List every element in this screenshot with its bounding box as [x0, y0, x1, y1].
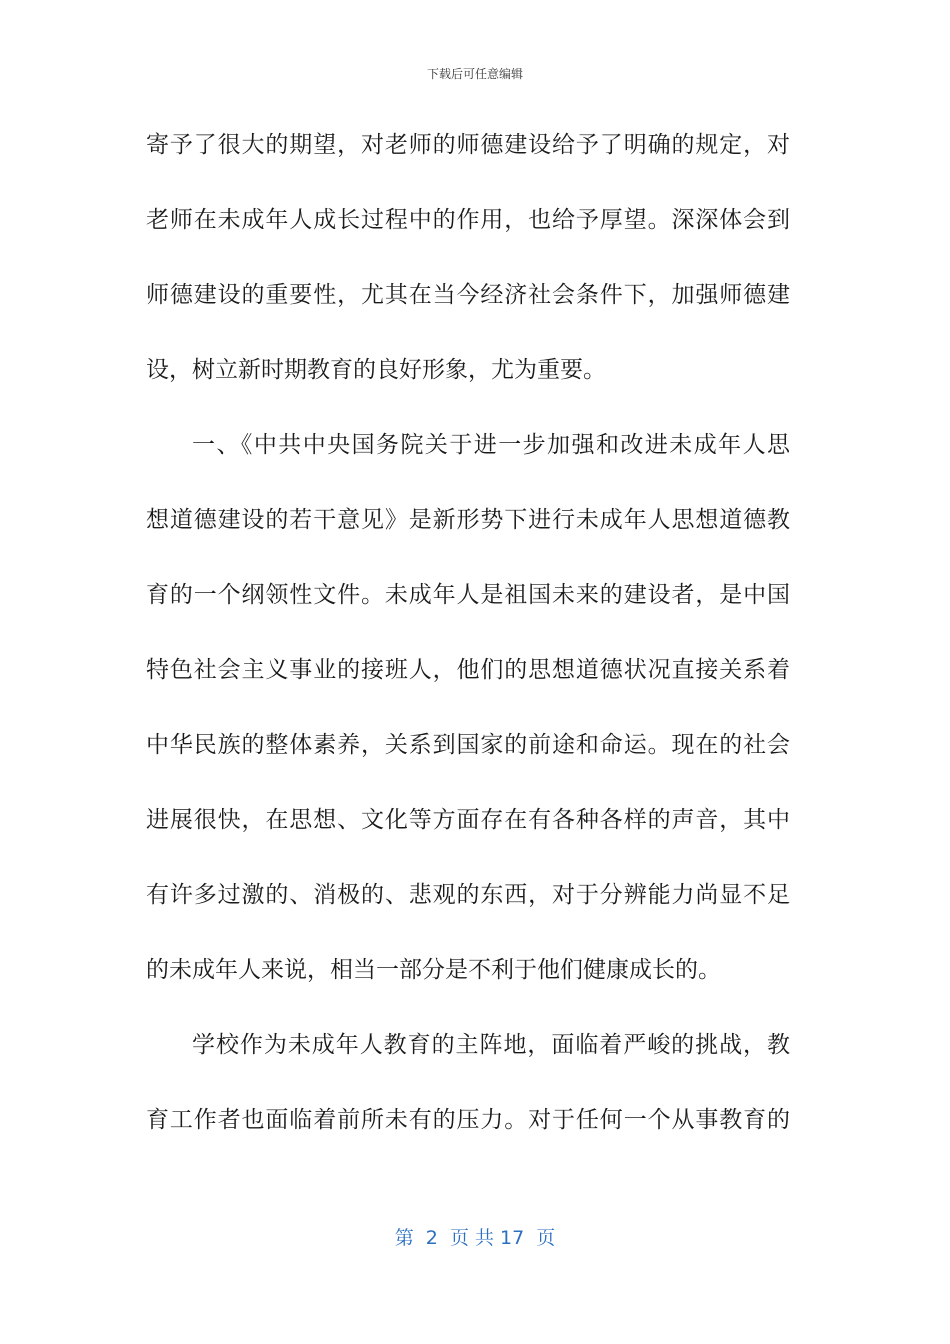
text-line: 师德建设的重要性，尤其在当今经济社会条件下，加强师德建	[146, 282, 790, 308]
text-line: 一、《中共中央国务院关于进一步加强和改进未成年人思	[192, 432, 790, 458]
page-header: 下载后可任意编辑	[426, 67, 523, 81]
text-line: 育工作者也面临着前所未有的压力。对于任何一个从事教育的	[146, 1107, 790, 1133]
text-line: 进展很快，在思想、文化等方面存在有各种各样的声音，其中	[146, 807, 790, 833]
text-line: 中华民族的整体素养，关系到国家的前途和命运。现在的社会	[146, 732, 790, 758]
text-line: 育的一个纲领性文件。未成年人是祖国未来的建设者，是中国	[146, 582, 790, 608]
text-line: 老师在未成年人成长过程中的作用，也给予厚望。深深体会到	[146, 207, 790, 233]
text-line: 寄予了很大的期望，对老师的师德建设给予了明确的规定，对	[146, 132, 790, 158]
text-line: 设，树立新时期教育的良好形象，尤为重要。	[146, 357, 606, 383]
text-line: 的未成年人来说，相当一部分是不利于他们健康成长的。	[146, 957, 721, 983]
page-number-footer: 第 2 页 共 17 页	[394, 1227, 556, 1249]
text-line: 特色社会主义事业的接班人，他们的思想道德状况直接关系着	[146, 657, 790, 683]
text-line: 学校作为未成年人教育的主阵地，面临着严峻的挑战，教	[192, 1032, 790, 1058]
text-line: 有许多过激的、消极的、悲观的东西，对于分辨能力尚显不足	[146, 882, 790, 908]
document-body	[146, 108, 790, 1158]
text-line: 想道德建设的若干意见》是新形势下进行未成年人思想道德教	[146, 507, 790, 533]
